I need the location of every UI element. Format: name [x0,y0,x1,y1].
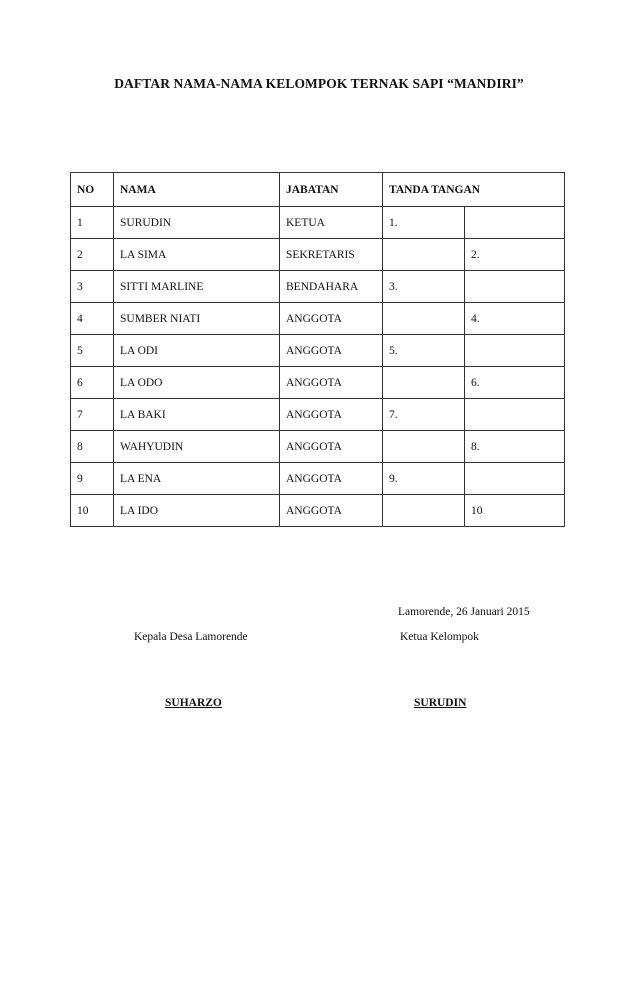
cell-signature-left [383,367,465,399]
cell-signature-left [383,239,465,271]
cell-no: 5 [71,335,114,367]
cell-nama: SURUDIN [114,207,280,239]
cell-signature-right [465,335,565,367]
cell-nama: LA BAKI [114,399,280,431]
cell-no: 6 [71,367,114,399]
header-nama: NAMA [114,173,280,207]
member-table [70,172,565,527]
cell-nama: LA SIMA [114,239,280,271]
table-row [71,335,565,367]
header-no: NO [71,173,114,207]
cell-nama: LA IDO [114,495,280,527]
cell-signature-right: 4. [465,303,565,335]
document-title: DAFTAR NAMA-NAMA KELOMPOK TERNAK SAPI “MANDIRI” [114,76,524,91]
cell-jabatan: ANGGOTA [280,367,383,399]
place-date: Lamorende, 26 Januari 2015 [398,606,530,618]
cell-jabatan: ANGGOTA [280,495,383,527]
cell-signature-right [465,271,565,303]
cell-jabatan: ANGGOTA [280,463,383,495]
cell-signature-right [465,463,565,495]
cell-nama: WAHYUDIN [114,431,280,463]
table-row [71,463,565,495]
table-row [71,431,565,463]
cell-signature-right: 8. [465,431,565,463]
left-signatory-role: Kepala Desa Lamorende [134,631,248,643]
cell-no: 7 [71,399,114,431]
cell-signature-left: 7. [383,399,465,431]
right-signatory-name: SURUDIN [414,697,467,709]
cell-signature-right [465,207,565,239]
cell-jabatan: BENDAHARA [280,271,383,303]
cell-jabatan: ANGGOTA [280,335,383,367]
table-row [71,271,565,303]
cell-nama: LA ODO [114,367,280,399]
right-signatory-role: Ketua Kelompok [400,631,479,643]
cell-no: 8 [71,431,114,463]
cell-no: 2 [71,239,114,271]
cell-signature-right: 2. [465,239,565,271]
table-body [71,207,565,527]
cell-jabatan: SEKRETARIS [280,239,383,271]
cell-no: 1 [71,207,114,239]
table-row [71,303,565,335]
table-row [71,495,565,527]
table-row [71,367,565,399]
header-tanda-tangan: TANDA TANGAN [383,173,565,207]
table-header-row [71,173,565,207]
cell-jabatan: ANGGOTA [280,399,383,431]
cell-signature-left [383,431,465,463]
table-row [71,239,565,271]
cell-signature-left: 9. [383,463,465,495]
cell-no: 4 [71,303,114,335]
cell-signature-left: 1. [383,207,465,239]
left-signatory-name: SUHARZO [165,697,222,709]
header-jabatan: JABATAN [280,173,383,207]
cell-jabatan: ANGGOTA [280,431,383,463]
cell-no: 3 [71,271,114,303]
cell-signature-left [383,303,465,335]
table-row [71,399,565,431]
cell-no: 9 [71,463,114,495]
cell-signature-right [465,399,565,431]
cell-no: 10 [71,495,114,527]
cell-nama: SUMBER NIATI [114,303,280,335]
cell-jabatan: ANGGOTA [280,303,383,335]
cell-signature-left: 5. [383,335,465,367]
cell-nama: SITTI MARLINE [114,271,280,303]
cell-signature-right: 10 [465,495,565,527]
cell-signature-right: 6. [465,367,565,399]
table-row [71,207,565,239]
cell-nama: LA ODI [114,335,280,367]
cell-nama: LA ENA [114,463,280,495]
cell-signature-left [383,495,465,527]
cell-signature-left: 3. [383,271,465,303]
cell-jabatan: KETUA [280,207,383,239]
